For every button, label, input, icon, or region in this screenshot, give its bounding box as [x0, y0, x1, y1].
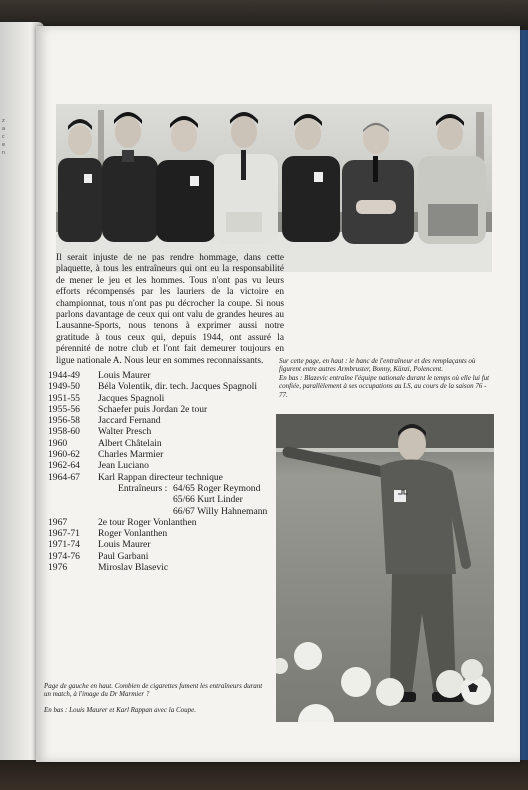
- coach-years: 1951-55: [48, 392, 80, 404]
- trainers-sub-row: [48, 483, 278, 494]
- football: [376, 678, 404, 706]
- coach-years: 1960-62: [48, 449, 80, 461]
- coach-name: Jacques Spagnoli: [98, 392, 165, 404]
- coach-years: 1958-60: [48, 426, 80, 438]
- coach-years: 1974-76: [48, 550, 80, 562]
- football: [461, 659, 483, 681]
- coach-name: Jean Luciano: [98, 460, 149, 472]
- book-page: [36, 26, 520, 762]
- coach-years: 1964-67: [48, 471, 80, 483]
- desk-background-bottom: [0, 760, 528, 790]
- coach-row: [48, 426, 278, 437]
- caption-left-bottom: En bas : Louis Maurer et Karl Rappan avec la Coupe.: [44, 705, 196, 714]
- trainer-item: 66/67 Willy Hahnemann: [173, 505, 268, 517]
- coach-name: Albert Châtelain: [98, 437, 162, 449]
- coach-years: 1960: [48, 437, 68, 449]
- trainers-sub-row: [48, 506, 278, 517]
- coach-name: 2e tour Roger Vonlanthen: [98, 516, 197, 528]
- coach-row: [48, 404, 278, 415]
- football: [294, 642, 322, 670]
- coach-row: [48, 370, 278, 381]
- football: [341, 667, 371, 697]
- bench-photo: [56, 104, 492, 272]
- coach-list: [48, 370, 278, 573]
- coach-row: [48, 438, 278, 449]
- coach-row: [48, 460, 278, 471]
- caption-right: [279, 357, 494, 399]
- coach-name: Miroslav Blasevic: [98, 562, 169, 574]
- coach-years: 1971-74: [48, 539, 80, 551]
- coach-row: [48, 539, 278, 550]
- left-page-marks: z a c e n: [2, 118, 6, 156]
- trainers-label: Entraîneurs :: [118, 482, 168, 494]
- coach-row: [48, 472, 278, 483]
- coach-years: 1967-71: [48, 528, 80, 540]
- coach-years: 1944-49: [48, 370, 80, 381]
- coach-name: Béla Volentik, dir. tech. Jacques Spagnoli: [98, 381, 257, 393]
- coach-name: Louis Maurer: [98, 539, 151, 551]
- coach-name: Karl Rappan directeur technique: [98, 471, 223, 483]
- training-photo: [276, 414, 494, 722]
- caption-right-top: Sur cette page, en haut : le banc de l'entraîneur et des remplaçants où figurent entre autres Armbruster, Bonny, Künzi, Polencent.: [279, 357, 476, 374]
- coach-row: [48, 449, 278, 460]
- football: [436, 670, 464, 698]
- caption-right-bottom: En bas : Blazevic entraîne l'équipe nationale durant le temps où elle lui fut confiée, parallèlement à ses occupations au LS, au cours de la saison 76 - 77.: [279, 373, 490, 399]
- coach-name: Walter Presch: [98, 426, 152, 438]
- trainer-item: 65/66 Kurt Linder: [173, 494, 243, 506]
- coach-name: Paul Garbani: [98, 550, 149, 562]
- coach-years: 1962-64: [48, 460, 80, 472]
- coach-years: 1976: [48, 562, 68, 574]
- coach-row: [48, 551, 278, 562]
- caption-left: [44, 682, 270, 721]
- coach-name: Jaccard Fernand: [98, 415, 161, 427]
- coach-name: Roger Vonlanthen: [98, 528, 168, 540]
- coach-row: [48, 415, 278, 426]
- coach-name: Schaefer puis Jordan 2e tour: [98, 403, 208, 415]
- coach-years: 1955-56: [48, 403, 80, 415]
- trainer-item: 64/65 Roger Reymond: [173, 482, 261, 494]
- coach-row: [48, 393, 278, 404]
- intro-paragraph: [56, 253, 284, 367]
- trainers-sub-row: [48, 494, 278, 505]
- coach-years: 1967: [48, 516, 68, 528]
- coach-years: 1949-50: [48, 381, 80, 393]
- intro-text: Il serait injuste de ne pas rendre hommage, dans cette plaquette, à tous les entraîneurs qui ont eu la responsabilité de mener le jeu et les hommes. Tous n'ont pas vu leurs efforts récompensés par les lauriers de la victoire en championnat, tous n'ont pas pu décrocher la coupe. Si nous parlons davantage de ceux qui ont valu de grandes heures au Lausanne-Sports, nous tenons à exprimer aussi notre gratitude à tous ceux qui, depuis 1944, ont assuré la pérennité de notre club et l'ont fait demeurer toujours en ligue nationale A. Nous leur en sommes reconnaissants.: [56, 253, 284, 366]
- coach-row: [48, 381, 278, 392]
- caption-left-top: Page de gauche en haut. Combien de cigarettes fument les entraîneurs durant un match, à l'image du Dr Marmier ?: [44, 682, 263, 699]
- coach-name: Louis Maurer: [98, 370, 151, 381]
- coach-name: Charles Marmier: [98, 449, 164, 461]
- coach-row: [48, 528, 278, 539]
- coach-row: [48, 517, 278, 528]
- coach-years: 1956-58: [48, 415, 80, 427]
- coach-row: [48, 562, 278, 573]
